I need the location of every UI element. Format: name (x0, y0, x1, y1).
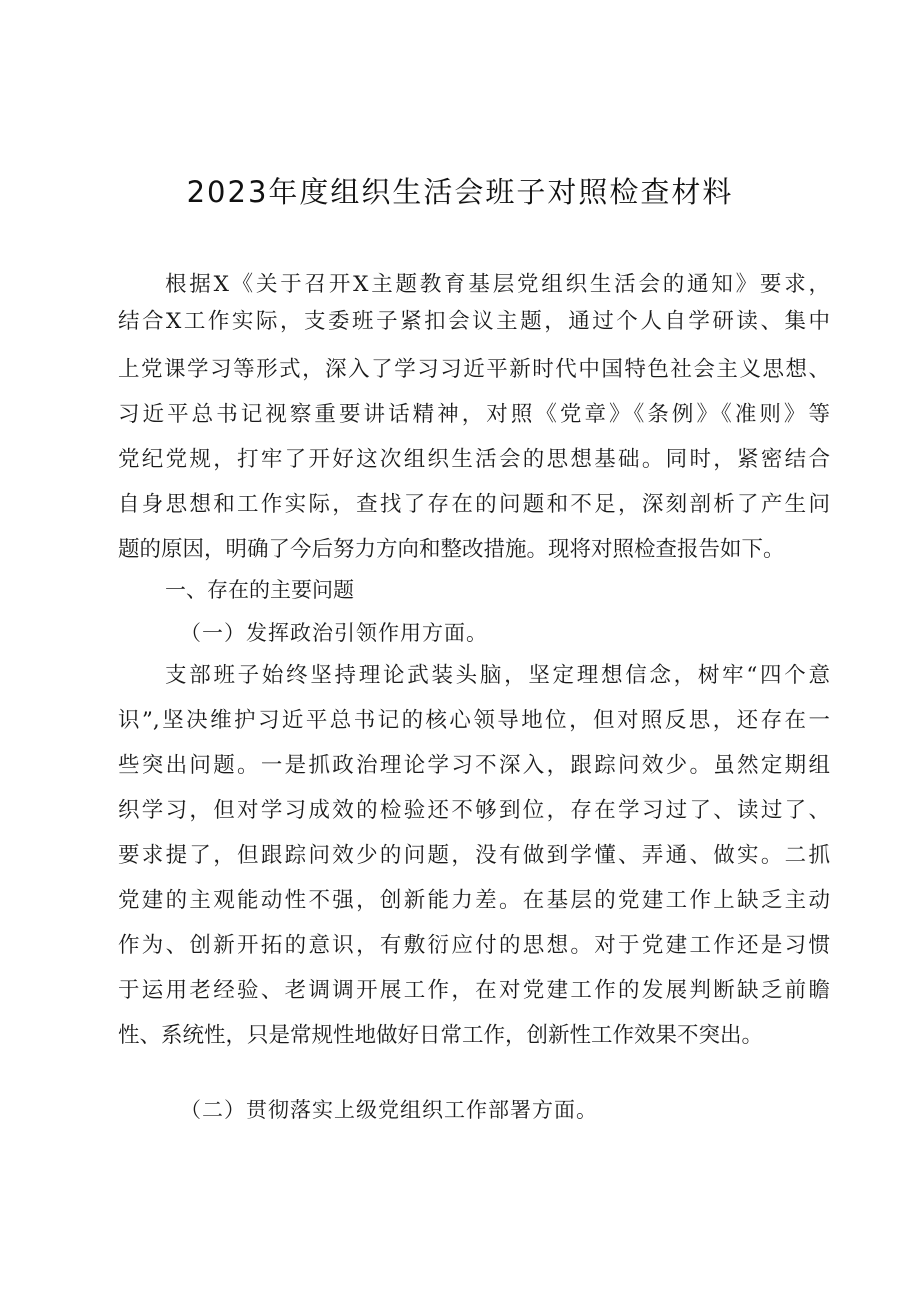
intro-line-4: 习近平总书记视察重要讲话精神，对照《党章》《条例》《准则》等 (118, 402, 830, 427)
paragraph-line-1: 支部班子始终坚持理论武装头脑，坚定理想信念，树牢“四个意 (165, 663, 830, 688)
paragraph-line-6: 党建的主观能动性不强，创新能力差。在基层的党建工作上缺乏主动 (118, 888, 830, 913)
intro-line-7: 题的原因，明确了今后努力方向和整改措施。现将对照检查报告如下。 (118, 537, 785, 562)
section-heading: 一、存在的主要问题 (165, 578, 354, 602)
paragraph-line-8: 于运用老经验、老调调开展工作，在对党建工作的发展判断缺乏前瞻 (118, 978, 830, 1003)
paragraph-line-4: 织学习，但对学习成效的检验还不够到位，存在学习过了、读过了、 (118, 798, 830, 823)
paragraph-line-5: 要求提了，但跟踪问效少的问题，没有做到学懂、弄通、做实。二抓 (118, 843, 830, 868)
intro-line-5: 党纪党规，打牢了开好这次组织生活会的思想基础。同时，紧密结合 (118, 447, 830, 472)
intro-line-2: 结合X工作实际，支委班子紧扣会议主题，通过个人自学研读、集中 (118, 309, 830, 334)
paragraph-line-9: 性、系统性，只是常规性地做好日常工作，创新性工作效果不突出。 (118, 1023, 764, 1048)
paragraph-line-3: 些突出问题。一是抓政治理论学习不深入，跟踪问效少。虽然定期组 (118, 753, 830, 778)
intro-line-6: 自身思想和工作实际，查找了存在的问题和不足，深刻剖析了产生问 (118, 492, 830, 517)
subsection-heading-2: （二）贯彻落实上级党组织工作部署方面。 (180, 1098, 598, 1122)
intro-line-1: 根据X《关于召开X主题教育基层党组织生活会的通知》要求， (165, 272, 830, 297)
document-title: 2023年度组织生活会班子对照检查材料 (186, 175, 734, 209)
paragraph-line-2: 识”,坚决维护习近平总书记的核心领导地位，但对照反思，还存在一 (118, 708, 830, 733)
subsection-heading-1: （一）发挥政治引领作用方面。 (180, 621, 488, 645)
intro-line-3: 上党课学习等形式，深入了学习习近平新时代中国特色社会主义思想、 (118, 357, 830, 382)
paragraph-line-7: 作为、创新开拓的意识，有敷衍应付的思想。对于党建工作还是习惯 (118, 933, 830, 958)
